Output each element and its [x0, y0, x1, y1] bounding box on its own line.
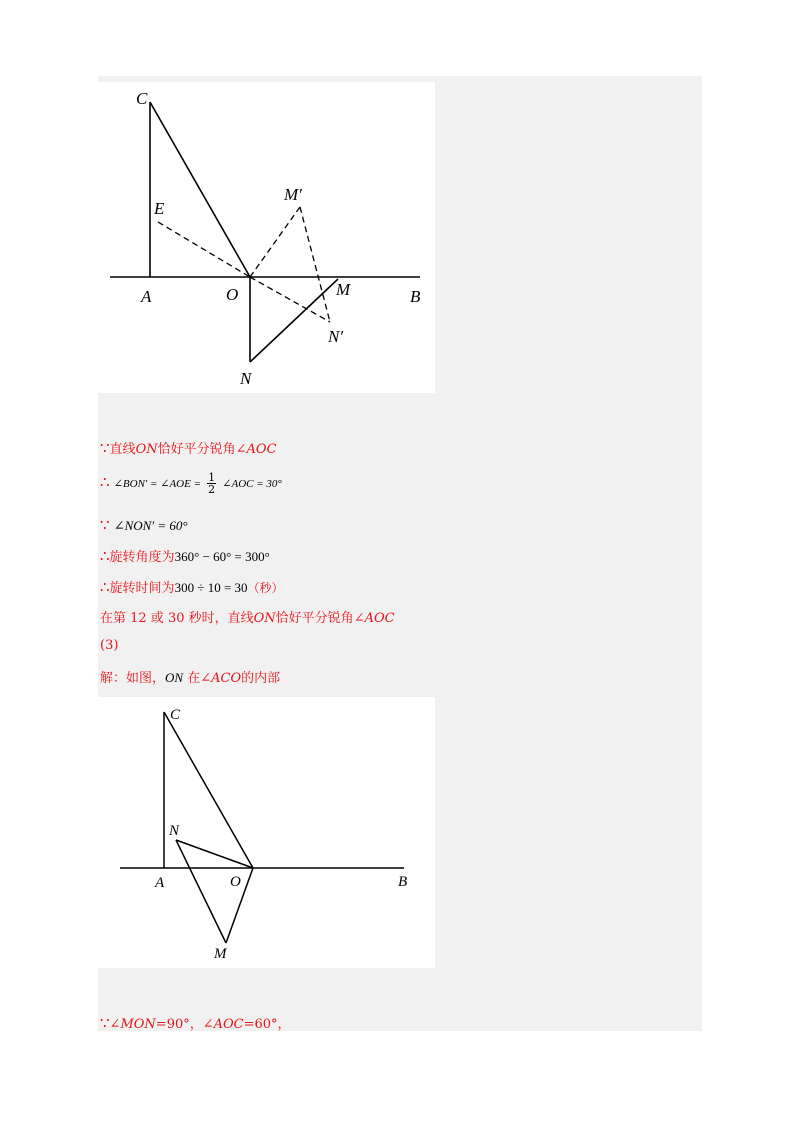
label-o: O	[230, 874, 241, 890]
geometry-figure-1	[98, 82, 435, 393]
fraction-half: $\frac{1}{2}$	[208, 471, 216, 496]
label-m: M	[336, 280, 351, 299]
label-c: C	[170, 707, 181, 723]
label-e: E	[154, 199, 165, 218]
figure-2-svg	[98, 697, 435, 968]
line-7: (3)	[100, 638, 119, 653]
line-6: 在第 12 或 30 秒时，直线ON恰好平分锐角∠AOC	[100, 611, 395, 626]
label-a: A	[155, 875, 165, 891]
label-n: N	[169, 823, 180, 839]
label-m: M	[214, 946, 227, 962]
line-4: ∴旋转角度为360° − 60° = 300°	[100, 547, 270, 565]
line-5: ∴旋转时间为300 ÷ 10 = 30（秒）	[100, 578, 284, 596]
label-n-prime: N′	[328, 327, 344, 346]
segment-co	[164, 712, 253, 868]
label-m-prime: M′	[284, 185, 302, 204]
line-8: 解：如图，ON 在∠ACO的内部	[100, 670, 281, 686]
dashed-oe	[158, 222, 250, 277]
label-n: N	[240, 369, 252, 388]
figure-1-svg	[98, 82, 435, 393]
segment-co	[150, 102, 250, 277]
line-3: ∵ ∠NON′ = 60°	[100, 516, 188, 534]
label-b: B	[410, 287, 421, 306]
line-9: ∵∠MON=90°，∠AOC=60°，	[100, 1014, 291, 1032]
dashed-om-prime	[250, 207, 300, 277]
dashed-on-prime	[250, 277, 330, 322]
label-a: A	[141, 287, 152, 306]
segment-nm	[250, 279, 338, 362]
line-1: ∵直线ON恰好平分锐角∠AOC	[100, 439, 277, 457]
dashed-m-prime-n-prime	[300, 207, 330, 322]
label-o: O	[226, 285, 239, 304]
geometry-figure-2	[98, 697, 435, 968]
label-c: C	[136, 89, 148, 108]
label-b: B	[398, 874, 408, 890]
line-2: ∴ ∠BON′ = ∠AOE = $\frac{1}{2}$ ∠AOC = 30°	[100, 471, 282, 496]
